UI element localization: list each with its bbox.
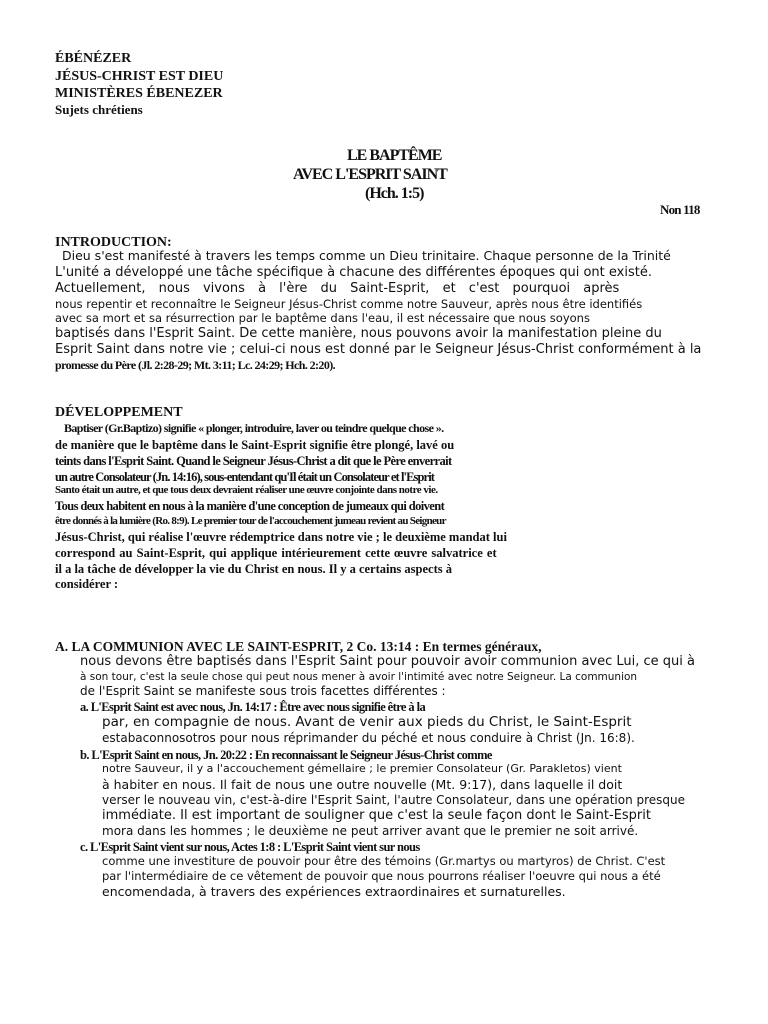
intro-line: baptisés dans l'Esprit Saint. De cette manière, nous pouvons avoir la manifestation pleine du <box>55 326 662 341</box>
subsection-c-heading: c. L'Esprit Saint vient sur nous, Actes 1:8 : L'Esprit Saint vient sur nous <box>80 840 420 854</box>
intro-line: promesse du Père (Jl. 2:28-29; Mt. 3:11; Lc. 24:29; Hch. 2:20). <box>55 358 336 372</box>
section-a-line: à son tour, c'est la seule chose qui peut nous mener à avoir l'intimité avec notre Seigneur. La communion <box>80 671 638 683</box>
intro-line: L'unité a développé une tâche spécifique à chacune des différentes époques qui ont existé. <box>55 265 652 280</box>
subsection-a-heading: a. L'Esprit Saint est avec nous, Jn. 14:17 : Être avec nous signifie être à la <box>80 700 426 714</box>
header-line-sujets: Sujets chrétiens <box>55 102 143 117</box>
subsection-a-line: par, en compagnie de nous. Avant de venir aux pieds du Christ, le Saint-Esprit <box>102 714 632 730</box>
development-line: teints dans l'Esprit Saint. Quand le Seigneur Jésus-Christ a dit que le Père enverrait <box>55 454 452 468</box>
intro-line: nous repentir et reconnaître le Seigneur Jésus-Christ comme notre Sauveur, après nous être identifiés <box>55 297 643 311</box>
subsection-c-line: comme une investiture de pouvoir pour être des témoins (Gr.martys ou martyros) de Christ. C'est <box>102 854 666 868</box>
title-line-2: AVEC L'ESPRIT SAINT <box>293 166 447 183</box>
section-a-line: nous devons être baptisés dans l'Esprit Saint pour pouvoir avoir communion avec Lui, ce qui à <box>80 654 695 669</box>
development-line: Jésus-Christ, qui réalise l'œuvre rédemptrice dans notre vie ; le deuxième mandat lui <box>55 530 507 544</box>
development-line: être donnés à la lumière (Ro. 8:9). Le premier tour de l'accouchement jumeau revient au Seigneur <box>55 515 446 527</box>
section-a-heading: A. LA COMMUNION AVEC LE SAINT-ESPRIT, 2 Co. 13:14 : En termes généraux, <box>55 639 542 654</box>
subsection-c-line: encomendada, à travers des expériences extraordinaires et surnaturelles. <box>102 884 566 899</box>
subsection-c-line: par l'intermédiaire de ce vêtement de pouvoir que nous pourrons réaliser l'oeuvre qui nous a été <box>102 869 661 883</box>
subsection-b-line: notre Sauveur, il y a l'accouchement gémellaire ; le premier Consolateur (Gr. Parakletos) vient <box>102 762 622 775</box>
development-line: Tous deux habitent en nous à la manière d'une conception de jumeaux qui doivent <box>55 499 445 513</box>
development-line: il a la tâche de développer la vie du Christ en nous. Il y a certains aspects à <box>55 562 452 576</box>
subsection-a-line: estabaconnosotros pour nous réprimander du péché et nous conduire à Christ (Jn. 16:8). <box>102 731 635 745</box>
header-line-ministeres: MINISTÈRES ÉBENEZER <box>55 86 223 101</box>
header-line-jesus-christ: JÉSUS-CHRIST EST DIEU <box>55 69 224 84</box>
introduction-heading: INTRODUCTION: <box>55 235 172 250</box>
title-line-3: (Hch. 1:5) <box>365 185 424 202</box>
subsection-b-line: immédiate. Il est important de souligner que c'est la seule façon dont le Saint-Esprit <box>102 808 651 823</box>
section-a-line: de l'Esprit Saint se manifeste sous trois facettes différentes : <box>80 684 446 698</box>
intro-line: Dieu s'est manifesté à travers les temps comme un Dieu trinitaire. Chaque personne de la Trinité <box>62 248 671 263</box>
subsection-b-line: verser le nouveau vin, c'est-à-dire l'Esprit Saint, l'autre Consolateur, dans une opération presque <box>102 793 686 807</box>
development-line: un autre Consolateur (Jn. 14:16), sous-entendant qu'Il était un Consolateur et l'Esprit <box>55 470 435 484</box>
subsection-b-line: mora dans les hommes ; le deuxième ne peut arriver avant que le premier ne soit arrivé. <box>102 824 639 838</box>
intro-line: avec sa mort et sa résurrection par le baptême dans l'eau, il est nécessaire que nous soyons <box>55 311 590 325</box>
intro-line: Actuellement, nous vivons à l'ère du Saint-Esprit, et c'est pourquoi après <box>55 281 620 296</box>
development-line: considérer : <box>55 577 119 591</box>
document-number: Non 118 <box>660 202 700 217</box>
header-line-ebenezer: ÉBÉNÉZER <box>55 51 132 66</box>
development-line: de manière que le baptême dans le Saint-Esprit signifie être plongé, lavé ou <box>55 438 455 452</box>
intro-line: Esprit Saint dans notre vie ; celui-ci nous est donné par le Seigneur Jésus-Christ conformément à la <box>55 342 702 357</box>
title-line-1: LE BAPTÊME <box>347 147 442 164</box>
development-line: correspond au Saint-Esprit, qui applique intérieurement cette œuvre salvatrice et <box>55 546 497 560</box>
development-line: Baptiser (Gr.Baptizo) signifie « plonger, introduire, laver ou teindre quelque chose ». <box>64 421 444 435</box>
development-line: Santo était un autre, et que tous deux devraient réaliser une œuvre conjointe dans notre vie. <box>55 484 438 496</box>
subsection-b-heading: b. L'Esprit Saint en nous, Jn. 20:22 : En reconnaissant le Seigneur Jésus-Christ comme <box>80 748 492 762</box>
subsection-b-line: à habiter en nous. Il fait de nous une outre nouvelle (Mt. 9:17), dans laquelle il doit <box>102 777 623 792</box>
development-heading: DÉVELOPPEMENT <box>55 405 183 420</box>
